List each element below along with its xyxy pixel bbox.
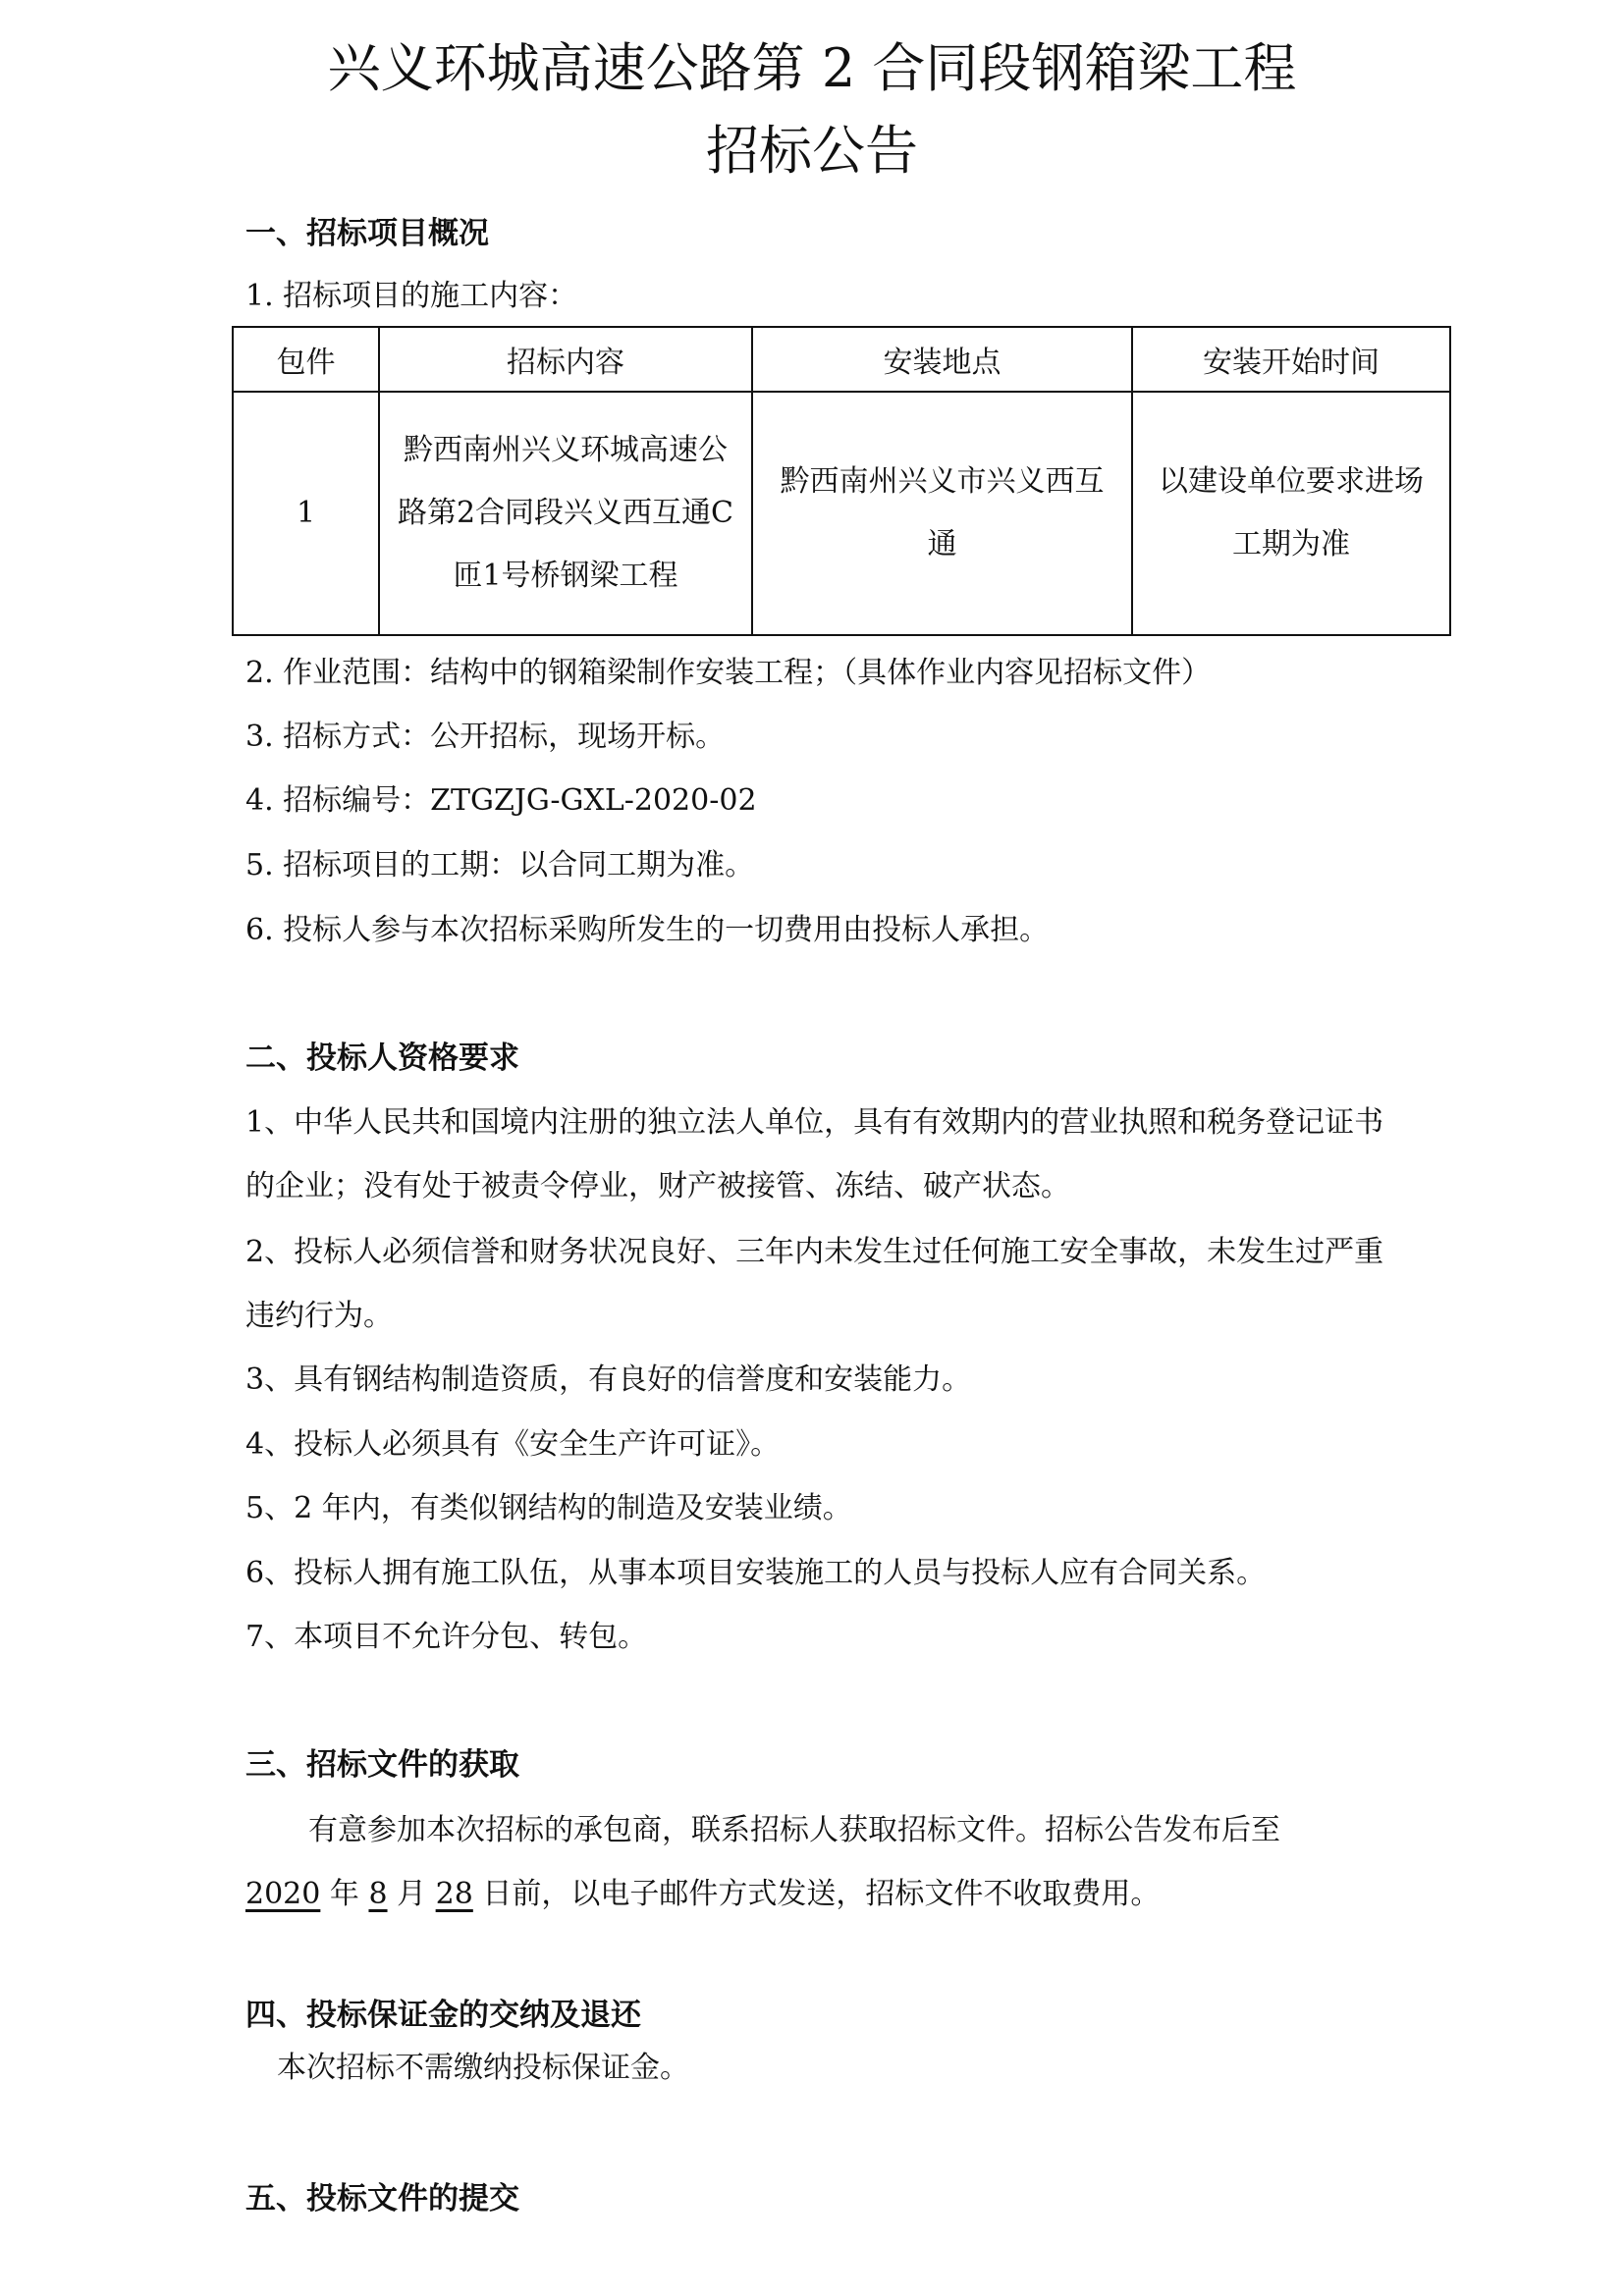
section1-item2: 2. 作业范围：结构中的钢箱梁制作安装工程；（具体作业内容见招标文件） xyxy=(245,656,1212,690)
deadline-month-unit: 月 xyxy=(397,1877,427,1911)
section1-item6: 6. 投标人参与本次招标采购所发生的一切费用由投标人承担。 xyxy=(245,913,1050,947)
table-header-row xyxy=(233,327,1450,392)
table-header-location: 安装地点 xyxy=(752,327,1132,392)
section1-heading: 一、招标项目概况 xyxy=(245,216,489,251)
table-header-package: 包件 xyxy=(233,327,379,392)
section2-req5: 5、2 年内，有类似钢结构的制造及安装业绩。 xyxy=(245,1491,852,1525)
section4-text: 本次招标不需缴纳投标保证金。 xyxy=(277,2051,689,2085)
section2-req7: 7、本项目不允许分包、转包。 xyxy=(245,1620,648,1654)
deadline-year-unit: 年 xyxy=(329,1877,359,1911)
section1-item4: 4. 招标编号：ZTGZJG-GXL-2020-02 xyxy=(245,783,757,818)
table-row xyxy=(233,392,1450,635)
deadline-month: 8 xyxy=(368,1877,388,1911)
document-title-line2: 招标公告 xyxy=(706,120,918,182)
table-cell-location: 黔西南州兴义市兴义西互通 xyxy=(752,392,1132,635)
section2-heading: 二、投标人资格要求 xyxy=(245,1041,519,1076)
section2-req6: 6、投标人拥有施工队伍，从事本项目安装施工的人员与投标人应有合同关系。 xyxy=(245,1556,1267,1590)
section2-req2: 2、投标人必须信誉和财务状况良好、三年内未发生过任何施工安全事故，未发生过严重违约行为。 xyxy=(245,1235,1384,1333)
section3-heading: 三、招标文件的获取 xyxy=(245,1747,519,1783)
table-cell-start-time: 以建设单位要求进场工期为准 xyxy=(1132,392,1450,635)
section3-text-a: 有意参加本次招标的承包商，联系招标人获取招标文件。招标公告发布后至 xyxy=(308,1813,1280,1847)
section4-heading: 四、投标保证金的交纳及退还 xyxy=(245,1998,641,2033)
section1-item1: 1. 招标项目的施工内容： xyxy=(245,279,578,313)
table-cell-package: 1 xyxy=(233,392,379,635)
section2-req1: 1、中华人民共和国境内注册的独立法人单位，具有有效期内的营业执照和税务登记证书的企业；没有处于被责令停业，财产被接管、冻结、破产状态。 xyxy=(245,1105,1384,1203)
table-cell-content: 黔西南州兴义环城高速公路第2合同段兴义西互通C匝1号桥钢梁工程 xyxy=(379,392,752,635)
section2-req4: 4、投标人必须具有《安全生产许可证》。 xyxy=(245,1427,781,1462)
section5-heading: 五、投标文件的提交 xyxy=(245,2181,519,2216)
document-title-line1: 兴义环城高速公路第 2 合同段钢箱梁工程 xyxy=(327,37,1297,99)
section1-item5: 5. 招标项目的工期：以合同工期为准。 xyxy=(245,848,755,882)
section2-req3: 3、具有钢结构制造资质，有良好的信誉度和安装能力。 xyxy=(245,1362,972,1397)
bid-content-table xyxy=(232,326,1451,636)
table-header-content: 招标内容 xyxy=(379,327,752,392)
table-header-start-time: 安装开始时间 xyxy=(1132,327,1450,392)
deadline-day: 28 xyxy=(435,1877,473,1911)
section3-text xyxy=(245,1798,1394,1926)
deadline-year: 2020 xyxy=(245,1877,321,1911)
section3-text-b: 日前，以电子邮件方式发送，招标文件不收取费用。 xyxy=(482,1877,1161,1911)
section1-item3: 3. 招标方式：公开招标，现场开标。 xyxy=(245,720,726,754)
